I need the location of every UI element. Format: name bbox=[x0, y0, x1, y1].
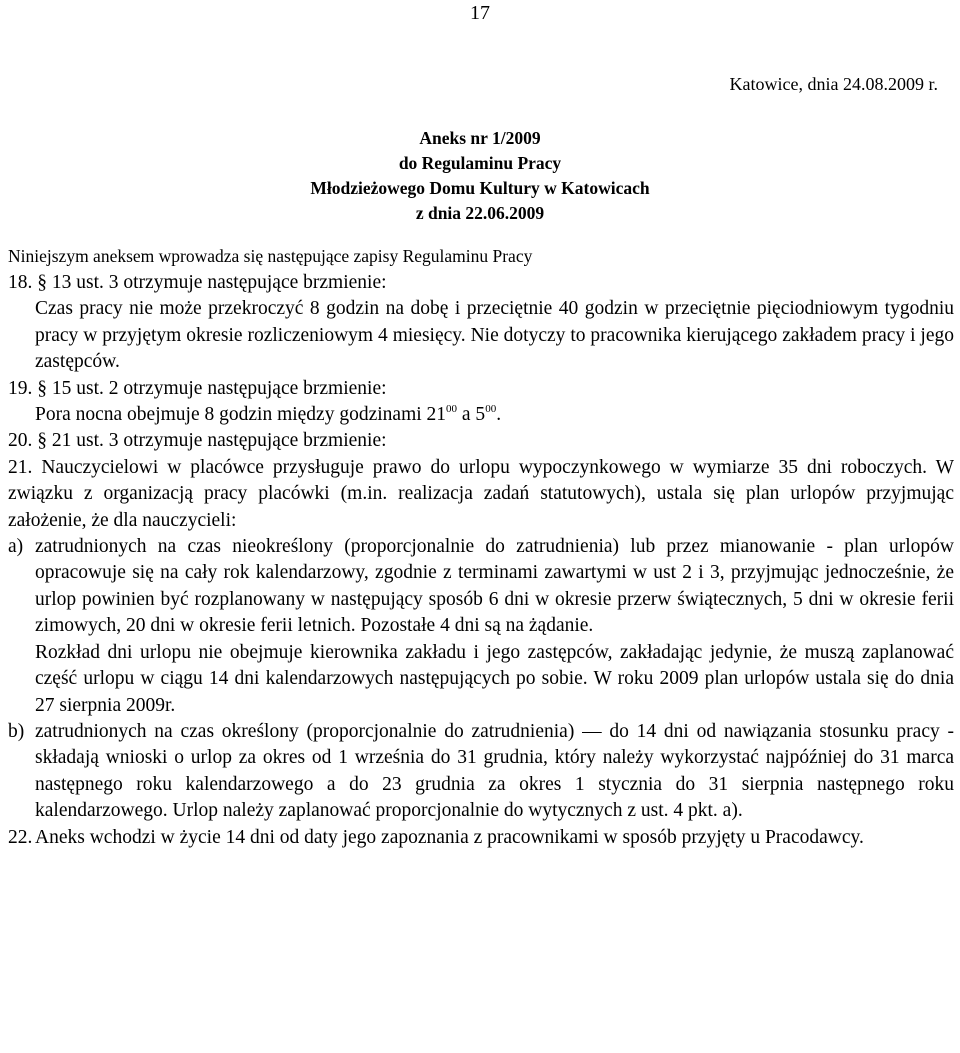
title-line-3: Młodzieżowego Domu Kultury w Katowicach bbox=[310, 178, 650, 198]
document-body bbox=[8, 270, 954, 851]
item-21-a-text: zatrudnionych na czas nieokreślony (proporcjonalnie do zatrudnienia) lub przez mianowanie - plan urlopów opracowuje się na cały rok kalendarzowy, zgodnie z terminami zawartymi w ust 2 i 3, przyjmując jednocześnie, że urlop powinien być rozplanowany w następujący sposób 6 dni w okresie przerw świątecznych, 5 dni w okresie ferii zimowych, 20 dni w okresie ferii letnich. Pozostałe 4 dni są na żądanie. bbox=[35, 536, 954, 637]
item-21-b-text: zatrudnionych na czas określony (proporcjonalnie do zatrudnienia) — do 14 dni od nawiązania stosunku pracy - składają wnioski o urlop za okres od 1 września do 31 grudnia, który należy wykorzystać najpóźniej do 31 marca następnego roku kalendarzowego a do 23 grudnia za okres 1 stycznia do 31 sierpnia następnego roku kalendarzowego. Urlop należy zaplanować proporcjonalnie do wytycznych z ust. 4 pkt. a). bbox=[35, 720, 954, 822]
item-21-b-mark: b) bbox=[8, 720, 25, 742]
item-21-a-mark: a) bbox=[8, 536, 24, 558]
intro-text: Niniejszym aneksem wprowadza się następujące zapisy Regulaminu Pracy bbox=[8, 246, 533, 266]
night-hours-end: . bbox=[496, 404, 502, 426]
item-19-heading: 19. § 15 ust. 2 otrzymuje następujące brzmienie: bbox=[8, 377, 387, 399]
superscript-minutes-2: 00 bbox=[485, 403, 497, 416]
item-20-heading: 20. § 21 ust. 3 otrzymuje następujące brzmienie: bbox=[8, 430, 387, 452]
item-22-text: Aneks wchodzi w życie 14 dni od daty jego zapoznania z pracownikami w sposób przyjęty u Pracodawcy. bbox=[35, 826, 864, 848]
document-title bbox=[0, 126, 960, 226]
item-18-heading: 18. § 13 ust. 3 otrzymuje następujące brzmienie: bbox=[8, 272, 387, 293]
item-21-a-body bbox=[35, 534, 954, 719]
item-21-b-body bbox=[35, 719, 954, 825]
night-hours-text: Pora nocna obejmuje 8 godzin między godzinami 21 bbox=[35, 404, 447, 426]
title-line-1: Aneks nr 1/2009 bbox=[419, 128, 541, 148]
superscript-minutes-1: 00 bbox=[446, 403, 458, 416]
item-21-text: 21. Nauczycielowi w placówce przysługuje prawo do urlopu wypoczynkowego w wymiarze 35 dni roboczych. W związku z organizacją pracy placówki (m.in. realizacja zadań statutowych), ustala się plan urlopów przyjmując założenie, że dla nauczycieli: bbox=[8, 456, 954, 531]
item-22 bbox=[8, 825, 954, 851]
item-22-mark: 22. bbox=[8, 826, 33, 848]
page-number: 17 bbox=[470, 2, 490, 24]
item-21-a-text-2: Rozkład dni urlopu nie obejmuje kierownika zakładu i jego zastępców, zakładając jedynie, że muszą zaplanować część urlopu w ciągu 14 dni kalendarzowych następujących po sobie. W roku 2009 plan urlopów ustala się do dnia 27 sierpnia 2009r. bbox=[35, 641, 954, 716]
item-19-text bbox=[8, 402, 954, 428]
item-18-text: Czas pracy nie może przekroczyć 8 godzin na dobę i przeciętnie 40 godzin w przeciętnie pięciodniowym tygodniu pracy w przyjętym okresie rozliczeniowym 4 miesięcy. Nie dotyczy to pracownika kierującego zakładem pracy i jego zastępców. bbox=[35, 298, 954, 373]
night-hours-middle: a 5 bbox=[457, 404, 486, 426]
item-21-a bbox=[8, 534, 954, 719]
title-line-4: z dnia 22.06.2009 bbox=[415, 203, 545, 223]
item-21-b bbox=[8, 719, 954, 825]
title-line-2: do Regulaminu Pracy bbox=[398, 153, 562, 173]
date-line: Katowice, dnia 24.08.2009 r. bbox=[729, 74, 938, 94]
